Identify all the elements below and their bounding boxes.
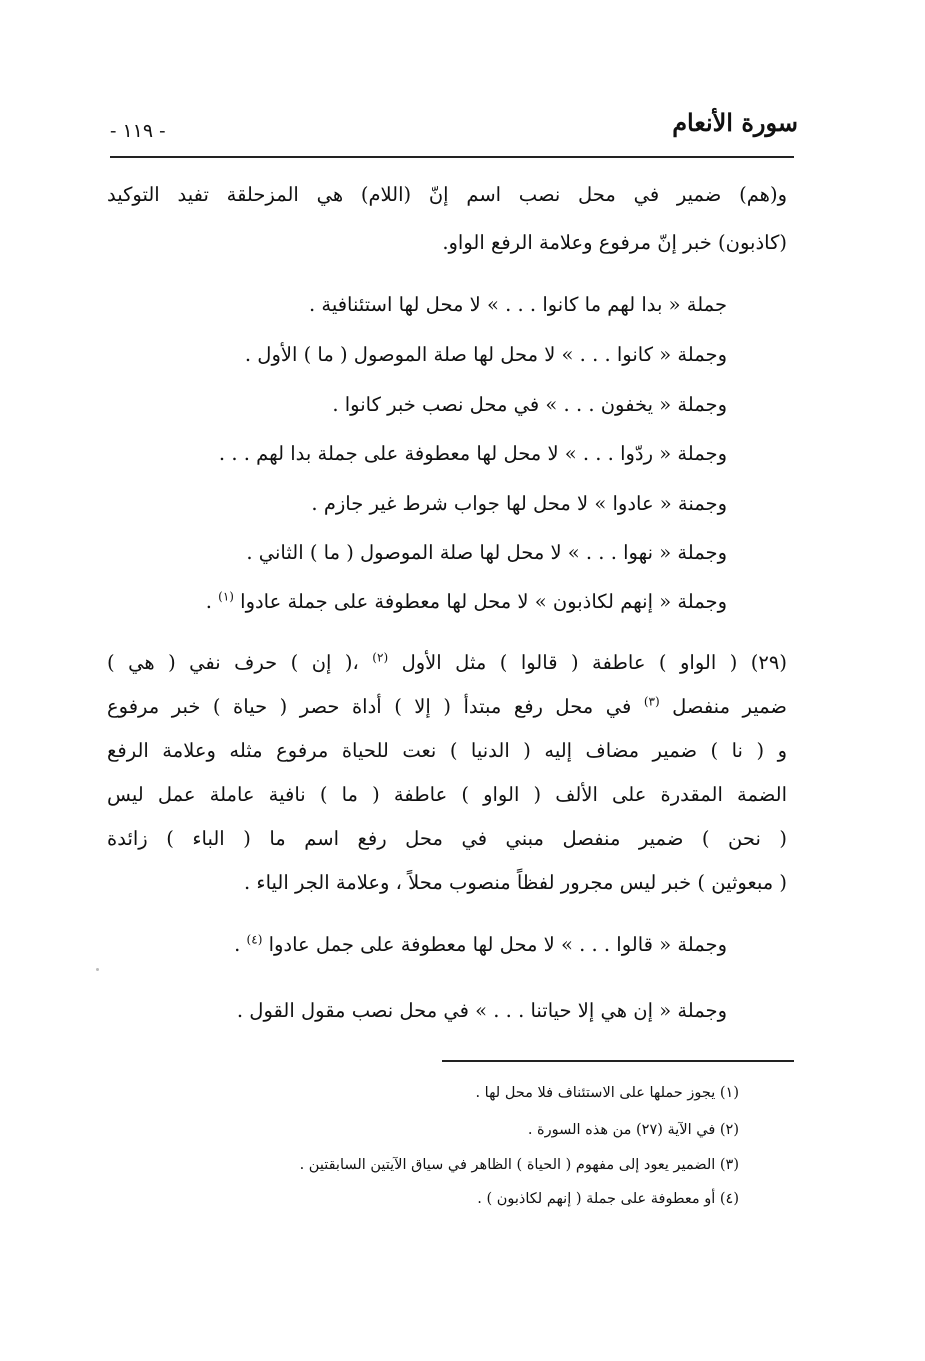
footnote-ref-3[interactable]: (٣) [643,694,660,709]
footnote-divider [442,1060,794,1062]
verse29-line-4: الضمة المقدرة على الألف ( الواو ) عاطفة ( ما ) نافية عاملة عمل ليس [107,783,787,806]
jumla-line-2: وجملة « كانوا . . . » لا محل لها صلة الموصول ( ما ) الأول . [244,343,727,366]
closing-jumla-1: وجملة « قالوا . . . » لا محل لها معطوفة على جمل عادوا $^{(٤)}$ . [234,932,727,956]
verse29-line-1: (٢٩) ( الواو ) عاطفة ( قالوا ) مثل الأول $^{(٢)}$ ،( إن ) حرف نفي ( هي ) [107,650,787,674]
jumla-line-3: وجملة « يخفون . . . » في محل نصب خبر كانوا . [332,393,727,416]
jumla-line-7: وجملة « إنهم لكاذبون » لا محل لها معطوفة على جملة عادوا $^{(١)}$ . [205,589,727,613]
jumla-line-6: وجملة « نهوا . . . » لا محل لها صلة الموصول ( ما ) الثاني . [246,541,727,564]
jumla-line-1: جملة « بدا لهم ما كانوا . . . » لا محل لها استئنافية . [309,293,727,316]
footnote-ref-4[interactable]: (٤) [246,932,263,947]
footnote-4: (٤) أو معطوفة على جملة ( إنهم لكاذبون ) . [477,1191,739,1207]
intro-line-2: (كاذبون) خبر إنّ مرفوع وعلامة الرفع الواو. [442,231,787,254]
verse29-line-2: ضمير منفصل $^{(٣)}$ في محل رفع مبتدأ ( إلا ) أداة حصر ( حياة ) خبر مرفوع [107,694,787,718]
footnote-ref-1[interactable]: (١) [218,589,234,604]
verse29-line-3: و ( نا ) ضمير مضاف إليه ( الدنيا ) نعت للحياة مرفوع مثله وعلامة الرفع [107,739,787,762]
footnote-3: (٣) الضمير يعود إلى مفهوم ( الحياة ) الظاهر في سياق الآيتين السابقتين . [299,1157,739,1173]
jumla-line-4: وجملة « ردّوا . . . » لا محل لها معطوفة على جملة بدا لهم . . . [218,442,727,465]
footnote-2: (٢) في الآية (٢٧) من هذه السورة . [527,1122,739,1138]
footnote-ref-2[interactable]: (٢) [372,650,389,665]
page-header [110,108,798,156]
footnote-1: (١) يجوز حملها على الاستئناف فلا محل لها . [475,1085,739,1101]
verse29-line-6: ( مبعوثين ) خبر ليس مجرور لفظاً منصوب محلاً ، وعلامة الجر الياء . [244,871,787,894]
surah-title: سورة الأنعام [672,108,798,137]
verse29-line-5: ( نحن ) ضمير منفصل مبني في محل رفع اسم ما ( الباء ) زائدة [107,827,787,850]
jumla-line-5: وجمنة « عادوا » لا محل لها جواب شرط غير جازم . [311,492,727,515]
header-divider [110,156,794,158]
page-number: - ١١٩ - [110,120,166,142]
intro-line-1: و(هم) ضمير في محل نصب اسم إنّ (اللام) هي المزحلقة تفيد التوكيد [107,183,787,206]
closing-jumla-2: وجملة « إن هي إلا حياتنا . . . » في محل نصب مقول القول . [236,999,727,1022]
scan-speck [96,968,99,971]
